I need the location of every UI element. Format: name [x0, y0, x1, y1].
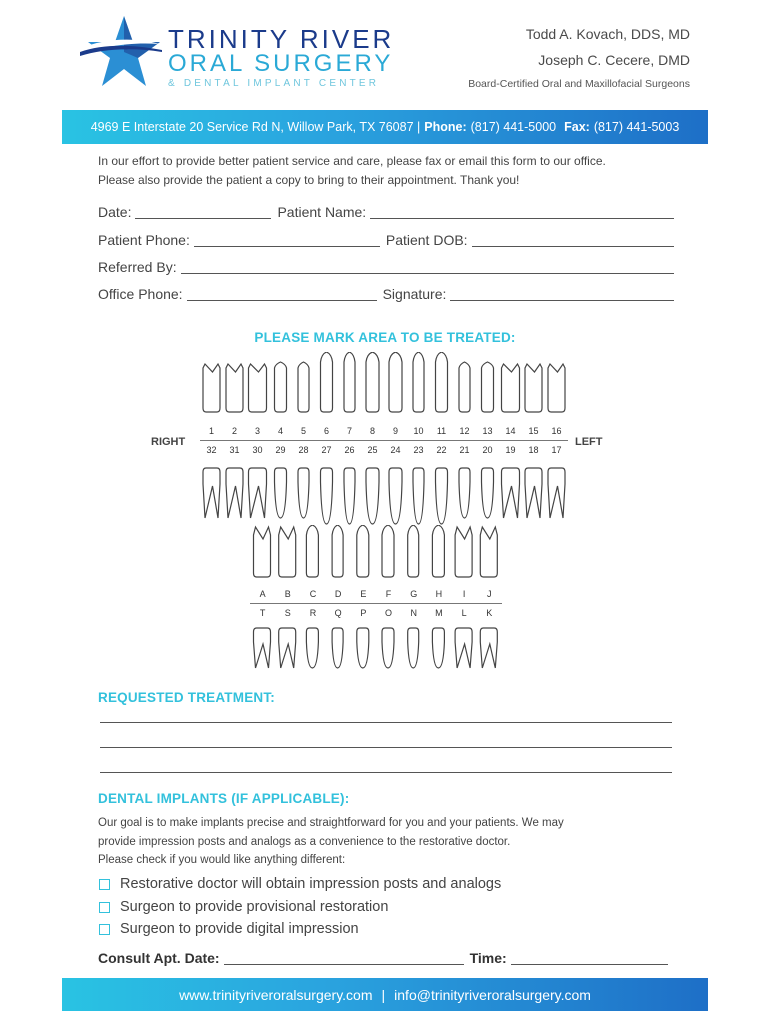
implants-text: [98, 814, 688, 870]
tooth-outline[interactable]: [480, 628, 497, 668]
patient-name-input-line[interactable]: [370, 204, 674, 219]
doctor-name-2: Joseph C. Cecere, DMD: [538, 52, 690, 68]
contact-bar: [62, 110, 708, 144]
phone-number: (817) 441-5000: [470, 120, 557, 134]
tooth-number[interactable]: 30: [252, 445, 263, 455]
logo-name-line2: ORAL SURGERY: [168, 50, 394, 77]
date-input-line[interactable]: [135, 204, 271, 219]
tooth-outline[interactable]: [306, 525, 318, 577]
logo-star-icon: [80, 14, 162, 90]
tooth-number[interactable]: H: [435, 589, 443, 599]
tooth-number[interactable]: R: [309, 608, 317, 618]
consult-time-label: Time:: [469, 950, 507, 966]
logo-name-line3: & DENTAL IMPLANT CENTER: [168, 78, 380, 89]
adult-tooth-grid: [200, 423, 568, 459]
tooth-number[interactable]: 23: [413, 445, 424, 455]
tooth-number[interactable]: N: [410, 608, 417, 618]
tooth-number[interactable]: C: [309, 589, 317, 599]
implants-line-2: provide impression posts and analogs as a convenience to the restorative doctor.: [98, 835, 511, 848]
tooth-number[interactable]: 25: [367, 445, 378, 455]
consult-apt-date-label: Consult Apt. Date:: [98, 950, 220, 966]
tooth-outline[interactable]: [382, 525, 394, 577]
tooth-number[interactable]: 19: [505, 445, 516, 455]
tooth-outline[interactable]: [436, 352, 448, 412]
implants-line-3: Please check if you would like anything different:: [98, 854, 346, 866]
tooth-outline[interactable]: [436, 468, 448, 524]
tooth-number[interactable]: F: [385, 589, 392, 599]
tooth-outline[interactable]: [502, 468, 520, 518]
tooth-outline[interactable]: [321, 468, 333, 524]
upper-teeth-diagram: [195, 352, 575, 420]
implants-line-1: Our goal is to make implants precise and straightforward for you and your patients. We may: [98, 817, 564, 829]
option-impression-posts[interactable]: [99, 876, 501, 892]
tooth-number[interactable]: 29: [275, 445, 286, 455]
primary-tooth-grid: [250, 586, 502, 622]
tooth-outline[interactable]: [249, 468, 267, 518]
left-label: LEFT: [575, 436, 603, 448]
tooth-outline[interactable]: [413, 468, 424, 524]
tooth-number[interactable]: M: [435, 608, 443, 618]
option-provisional-restoration[interactable]: [99, 899, 388, 915]
field-row-2: [98, 232, 680, 248]
field-row-1: [98, 204, 680, 220]
office-phone-input-line[interactable]: [187, 286, 377, 301]
tooth-number[interactable]: 5: [300, 426, 306, 436]
tooth-outline[interactable]: [413, 352, 424, 412]
tooth-outline[interactable]: [366, 468, 379, 524]
tooth-number[interactable]: 16: [551, 426, 562, 436]
tooth-outline[interactable]: [408, 525, 419, 577]
tooth-number[interactable]: I: [462, 589, 466, 599]
website-link[interactable]: www.trinityriveroralsurgery.com: [179, 986, 373, 1003]
tooth-outline[interactable]: [432, 525, 444, 577]
fax-number: (817) 441-5003: [593, 120, 680, 134]
tooth-outline[interactable]: [298, 468, 309, 518]
dental-implants-title: DENTAL IMPLANTS (IF APPLICABLE):: [98, 791, 350, 806]
consult-apt-date-input-line[interactable]: [224, 950, 464, 965]
tooth-number[interactable]: G: [410, 589, 418, 599]
tooth-outline[interactable]: [455, 628, 472, 668]
tooth-number[interactable]: 13: [482, 426, 493, 436]
address-text: 4969 E Interstate 20 Service Rd N, Willow Park, TX 76087 |: [90, 120, 421, 134]
tooth-outline[interactable]: [344, 352, 355, 412]
tooth-outline[interactable]: [249, 364, 267, 412]
patient-phone-label: Patient Phone:: [98, 232, 190, 248]
tooth-number[interactable]: 2: [231, 426, 237, 436]
tooth-outline[interactable]: [298, 362, 309, 412]
tooth-outline[interactable]: [480, 527, 497, 577]
tooth-outline[interactable]: [408, 628, 419, 668]
tooth-number[interactable]: S: [284, 608, 291, 618]
tooth-number[interactable]: 4: [277, 426, 283, 436]
tooth-number[interactable]: 32: [206, 445, 217, 455]
phone-label: Phone:: [424, 120, 467, 134]
tooth-number[interactable]: 24: [390, 445, 401, 455]
tooth-outline[interactable]: [482, 468, 494, 518]
lower-teeth-diagram: [195, 462, 575, 532]
intro-line-2: Please also provide the patient a copy to bring to their appointment. Thank you!: [98, 173, 520, 187]
tooth-outline[interactable]: [366, 352, 379, 412]
tooth-outline[interactable]: [455, 527, 472, 577]
patient-dob-input-line[interactable]: [472, 232, 674, 247]
tooth-outline[interactable]: [344, 468, 355, 524]
tooth-outline[interactable]: [525, 364, 542, 412]
signature-input-line[interactable]: [450, 286, 674, 301]
treatment-line-3[interactable]: [100, 772, 672, 773]
option-provisional-restoration-label: Surgeon to provide provisional restoration: [120, 899, 389, 915]
tooth-number[interactable]: 8: [369, 426, 375, 436]
tooth-number[interactable]: 28: [298, 445, 309, 455]
tooth-number[interactable]: 6: [323, 426, 329, 436]
tooth-number[interactable]: 1: [208, 426, 214, 436]
option-digital-impression-label: Surgeon to provide digital impression: [120, 921, 359, 937]
treatment-line-1[interactable]: [100, 722, 672, 723]
tooth-number[interactable]: D: [334, 589, 342, 599]
fax-label: Fax:: [564, 120, 590, 134]
doctor-name-1: Todd A. Kovach, DDS, MD: [525, 26, 690, 42]
date-label: Date:: [98, 204, 132, 220]
patient-name-label: Patient Name:: [277, 204, 367, 220]
tooth-number[interactable]: 3: [254, 426, 260, 436]
tooth-number[interactable]: 27: [321, 445, 332, 455]
signature-label: Signature:: [382, 286, 447, 302]
tooth-number[interactable]: 22: [436, 445, 447, 455]
tooth-outline[interactable]: [525, 468, 542, 518]
tooth-outline[interactable]: [203, 468, 220, 518]
tooth-outline[interactable]: [332, 525, 343, 577]
tooth-number[interactable]: P: [360, 608, 367, 618]
primary-lower-teeth-diagram: [245, 624, 509, 674]
field-row-3: [98, 259, 680, 275]
consult-time-input-line[interactable]: [511, 950, 668, 965]
option-impression-posts-label: Restorative doctor will obtain impression posts and analogs: [120, 876, 502, 892]
option-digital-impression[interactable]: [99, 921, 359, 937]
tooth-number[interactable]: 10: [413, 426, 424, 436]
tooth-outline[interactable]: [389, 468, 402, 524]
tooth-number[interactable]: 20: [482, 445, 493, 455]
tooth-number[interactable]: E: [360, 589, 367, 599]
tooth-outline[interactable]: [357, 525, 369, 577]
tooth-outline[interactable]: [279, 527, 296, 577]
patient-phone-input-line[interactable]: [194, 232, 380, 247]
tooth-number[interactable]: 14: [505, 426, 516, 436]
tooth-outline[interactable]: [432, 628, 444, 668]
tooth-outline[interactable]: [321, 352, 333, 412]
tooth-outline[interactable]: [279, 628, 296, 668]
tooth-number[interactable]: 17: [551, 445, 562, 455]
field-row-4: [98, 286, 680, 302]
tooth-number[interactable]: B: [284, 589, 291, 599]
tooth-number[interactable]: J: [487, 589, 492, 599]
tooth-number[interactable]: A: [259, 589, 266, 599]
footer-bar: [62, 978, 708, 1011]
right-label: RIGHT: [151, 436, 186, 448]
tooth-outline[interactable]: [306, 628, 318, 668]
referred-by-input-line[interactable]: [181, 259, 674, 274]
tooth-outline[interactable]: [459, 468, 470, 518]
checkbox-impression-posts[interactable]: [99, 879, 110, 890]
tooth-chart-title: PLEASE MARK AREA TO BE TREATED:: [254, 330, 516, 345]
tooth-number[interactable]: 18: [528, 445, 539, 455]
tooth-outline[interactable]: [357, 628, 369, 668]
tooth-outline[interactable]: [548, 468, 565, 518]
intro-line-1: In our effort to provide better patient service and care, please fax or email this form to our office.: [98, 154, 606, 168]
tooth-number[interactable]: 31: [229, 445, 240, 455]
tooth-number[interactable]: L: [461, 608, 467, 618]
intro-text: [98, 152, 698, 190]
tooth-number[interactable]: K: [486, 608, 493, 618]
tooth-outline[interactable]: [548, 364, 565, 412]
tooth-number[interactable]: 9: [392, 426, 398, 436]
tooth-outline[interactable]: [226, 364, 243, 412]
patient-dob-label: Patient DOB:: [385, 232, 468, 248]
credentials-text: Board-Certified Oral and Maxillofacial Surgeons: [468, 78, 690, 90]
referred-by-label: Referred By:: [98, 259, 177, 275]
office-phone-label: Office Phone:: [98, 286, 183, 302]
tooth-outline[interactable]: [203, 364, 220, 412]
tooth-outline[interactable]: [459, 362, 470, 412]
checkbox-provisional-restoration[interactable]: [99, 902, 110, 913]
requested-treatment-title: REQUESTED TREATMENT:: [98, 690, 276, 705]
treatment-line-2[interactable]: [100, 747, 672, 748]
tooth-number[interactable]: 7: [346, 426, 352, 436]
consult-row: [98, 950, 672, 966]
primary-upper-teeth-diagram: [245, 525, 509, 585]
logo-name-line1: TRINITY RIVER: [168, 24, 395, 54]
tooth-number[interactable]: 21: [459, 445, 470, 455]
tooth-number[interactable]: 12: [459, 426, 470, 436]
tooth-number[interactable]: 26: [344, 445, 355, 455]
tooth-number[interactable]: 15: [528, 426, 539, 436]
tooth-number[interactable]: T: [259, 608, 266, 618]
tooth-outline[interactable]: [332, 628, 343, 668]
tooth-outline[interactable]: [502, 364, 520, 412]
tooth-outline[interactable]: [275, 468, 287, 518]
tooth-outline[interactable]: [254, 527, 271, 577]
tooth-number[interactable]: 11: [436, 426, 447, 436]
tooth-outline[interactable]: [382, 628, 394, 668]
tooth-outline[interactable]: [254, 628, 271, 668]
tooth-outline[interactable]: [226, 468, 243, 518]
tooth-outline[interactable]: [275, 362, 287, 412]
tooth-outline[interactable]: [482, 362, 494, 412]
email-link[interactable]: info@trinityriveroralsurgery.com: [394, 986, 591, 1003]
checkbox-digital-impression[interactable]: [99, 924, 110, 935]
tooth-outline[interactable]: [389, 352, 402, 412]
footer-separator: |: [381, 986, 386, 1003]
tooth-number[interactable]: O: [385, 608, 393, 618]
tooth-number[interactable]: Q: [334, 608, 342, 618]
